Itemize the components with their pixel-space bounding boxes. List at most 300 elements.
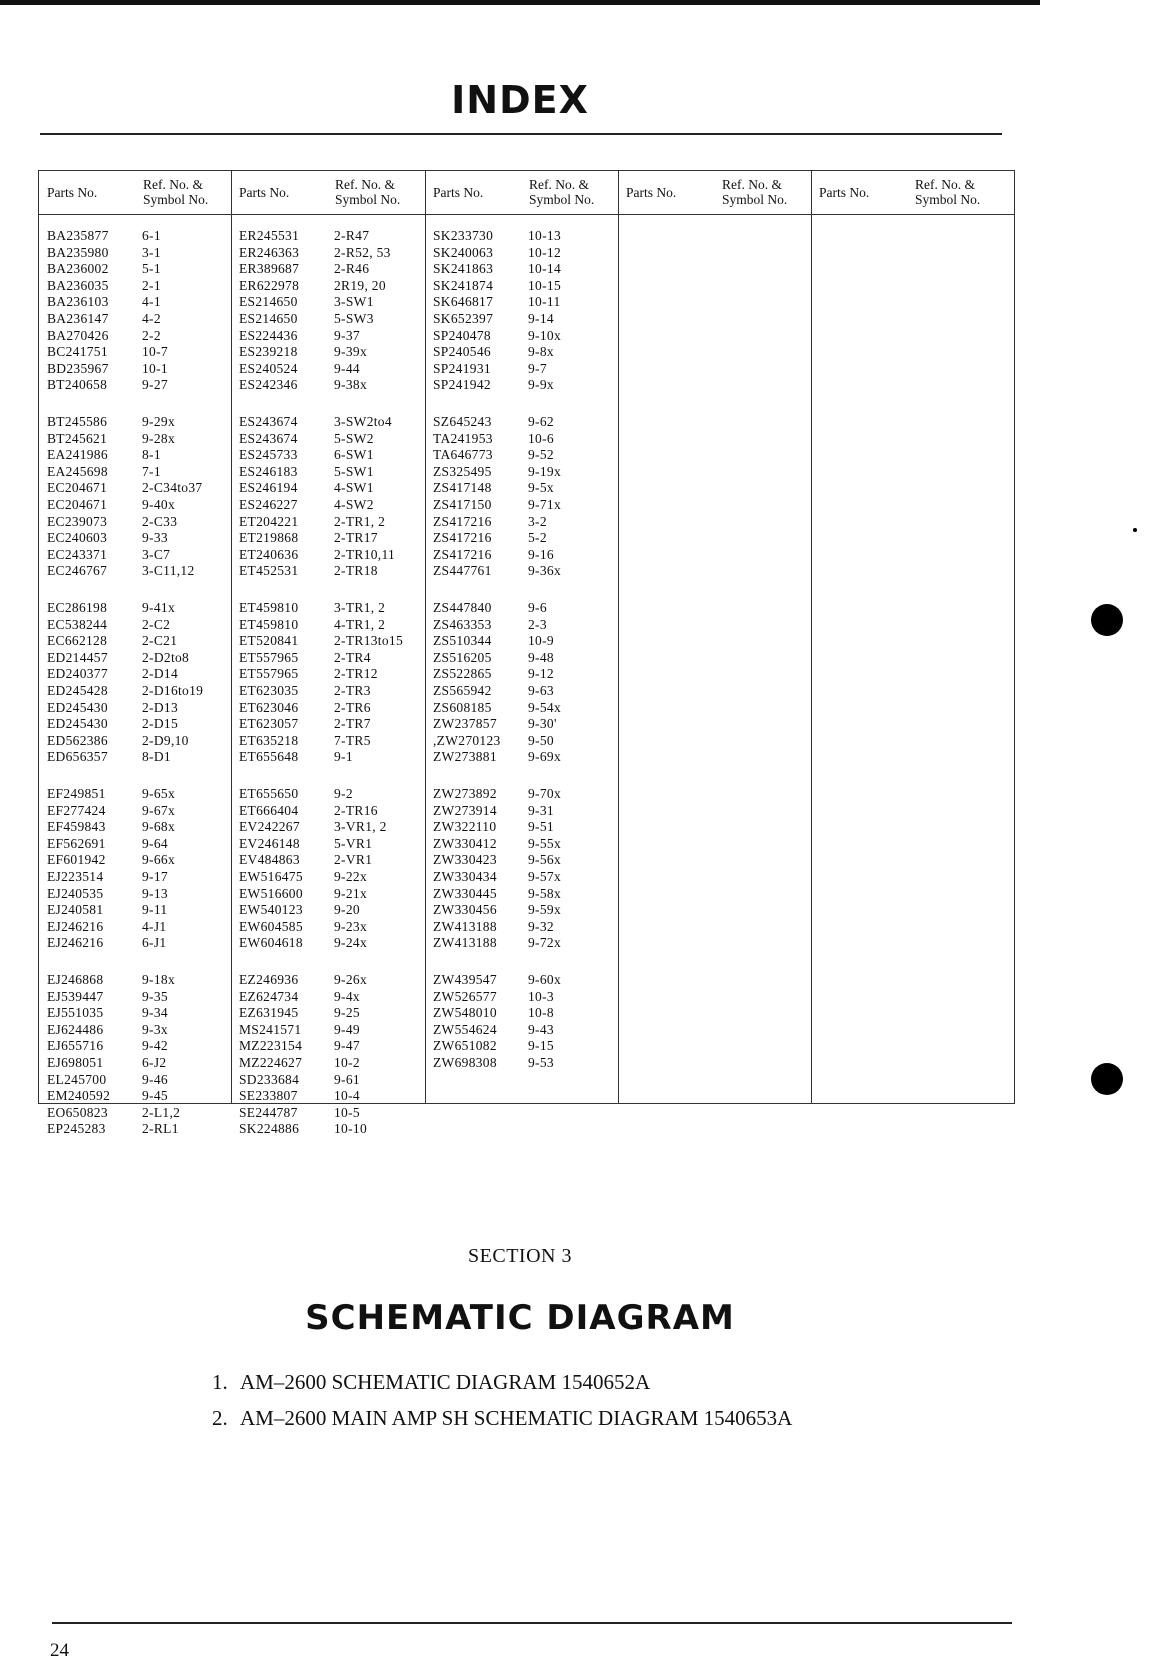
parts-number: ES240524: [239, 360, 298, 376]
parts-number: EJ246216: [47, 935, 104, 951]
ref-symbol-number: 4-2: [142, 311, 161, 326]
parts-number: SZ645243: [433, 414, 492, 429]
parts-number: SK233730: [433, 228, 494, 243]
parts-number: ES243674: [239, 430, 298, 446]
ref-symbol-number: 2-RL1: [142, 1121, 179, 1137]
parts-number: BT240658: [47, 377, 108, 393]
ref-symbol-number: 9-57x: [528, 869, 561, 884]
parts-index-table: [38, 170, 1015, 1137]
ref-symbol-number: 9-43: [528, 1021, 554, 1037]
parts-number: ZS522865: [433, 666, 492, 682]
ref-symbol-number: 9-8x: [528, 344, 554, 360]
parts-number: ZS463353: [433, 616, 492, 632]
parts-number: SK241874: [433, 277, 494, 293]
parts-number: ET459810: [239, 616, 299, 632]
parts-number: ZS325495: [433, 463, 492, 479]
ref-symbol-number: 9-39x: [334, 344, 367, 360]
parts-number: EA241986: [47, 447, 108, 463]
ref-symbol-number: 6-1: [142, 228, 161, 243]
header-symbol-no: Symbol No.: [143, 192, 209, 207]
ref-symbol-number: 2-D2to8: [142, 649, 190, 665]
header-ref-no: Ref. No. &: [915, 177, 975, 192]
ref-symbol-number: 3-C7: [142, 546, 171, 562]
ref-symbol-number: 9-26x: [334, 972, 367, 987]
parts-number: SE244787: [239, 1104, 298, 1120]
parts-number: EW516600: [239, 885, 303, 901]
ref-symbol-number: 9-20: [334, 902, 360, 918]
ref-symbol-number: 10-3: [528, 988, 554, 1004]
parts-number: EJ655716: [47, 1038, 104, 1054]
ref-symbol-number: 9-2: [334, 786, 353, 801]
ref-symbol-number: 9-69x: [528, 749, 561, 765]
parts-number: EJ539447: [47, 988, 104, 1004]
ref-symbol-number: 9-3x: [142, 1021, 168, 1037]
ref-symbol-number: 5-SW2: [334, 430, 374, 446]
column-divider: [618, 171, 619, 1103]
parts-number: ET452531: [239, 563, 299, 579]
section-title: SCHEMATIC DIAGRAM: [305, 1298, 735, 1338]
parts-number: ES245733: [239, 447, 298, 463]
diagram-list-text: AM–2600 SCHEMATIC DIAGRAM 1540652A: [240, 1370, 651, 1394]
ref-symbol-number: 9-64: [142, 835, 168, 851]
parts-number: EC662128: [47, 633, 108, 649]
ref-symbol-number: 9-6: [528, 600, 547, 615]
ref-symbol-number: 9-52: [528, 447, 554, 463]
parts-number: SK646817: [433, 294, 494, 310]
ref-symbol-number: 9-41x: [142, 600, 175, 615]
parts-number: BC241751: [47, 344, 108, 360]
ref-symbol-number: 9-50: [528, 732, 554, 748]
parts-number: ET623057: [239, 716, 299, 732]
ref-symbol-number: 2-VR1: [334, 852, 373, 868]
ref-symbol-number: 3-2: [528, 513, 547, 529]
parts-number: ZW651082: [433, 1038, 497, 1054]
parts-number: ET655648: [239, 749, 299, 765]
ref-symbol-number: 9-18x: [142, 972, 175, 987]
diagram-list-number: 2.: [212, 1406, 228, 1430]
parts-number: BA235877: [47, 228, 109, 243]
parts-number: ET623035: [239, 683, 299, 698]
ref-symbol-number: 9-47: [334, 1038, 360, 1054]
parts-number: BA236002: [47, 261, 109, 277]
ref-symbol-number: 9-62: [528, 414, 554, 429]
parts-number: EJ551035: [47, 1005, 104, 1021]
parts-number: EV484863: [239, 852, 300, 868]
parts-number: TA241953: [433, 430, 493, 446]
header-parts-no: Parts No.: [433, 185, 484, 200]
header-symbol-no: Symbol No.: [722, 192, 788, 207]
parts-number: ZS447761: [433, 563, 492, 579]
ref-symbol-number: 9-59x: [528, 902, 561, 918]
ref-symbol-number: 9-30': [528, 716, 557, 732]
parts-number: ED240377: [47, 666, 108, 682]
parts-number: ER389687: [239, 261, 300, 277]
diagram-list-item: [212, 1370, 650, 1395]
header-ref-symbol: [722, 177, 787, 207]
parts-number: EF249851: [47, 786, 106, 801]
header-parts-no: Parts No.: [626, 185, 677, 200]
ref-symbol-number: 2-L1,2: [142, 1104, 181, 1120]
parts-number: EC246767: [47, 563, 108, 579]
parts-number: ED245428: [47, 683, 108, 698]
ref-symbol-number: 9-7: [528, 360, 547, 376]
ref-symbol-number: 2-TR6: [334, 699, 371, 715]
parts-number: ED562386: [47, 732, 108, 748]
ref-symbol-number: 2-D9,10: [142, 732, 189, 748]
ref-symbol-number: 9-63: [528, 683, 554, 698]
ref-symbol-number: 9-10x: [528, 327, 561, 343]
ref-symbol-number: 9-38x: [334, 377, 367, 393]
parts-number: ,ZW270123: [433, 732, 501, 748]
parts-number: EF459843: [47, 819, 106, 835]
parts-number: ES246194: [239, 480, 298, 496]
ref-symbol-number: 10-12: [528, 244, 561, 260]
parts-number: ED214457: [47, 649, 108, 665]
parts-number: EW516475: [239, 869, 303, 884]
ref-symbol-number: 6-J1: [142, 935, 167, 951]
parts-number: ER622978: [239, 277, 300, 293]
parts-number: ZS516205: [433, 649, 492, 665]
ref-symbol-number: 9-66x: [142, 852, 175, 868]
ref-symbol-number: 2-R52, 53: [334, 244, 391, 260]
ref-symbol-number: 9-32: [528, 918, 554, 934]
ref-symbol-number: 9-14: [528, 311, 554, 326]
parts-number: EV246148: [239, 835, 300, 851]
parts-number: EM240592: [47, 1088, 111, 1104]
ref-symbol-number: 10-8: [528, 1005, 554, 1021]
header-ref-symbol: [529, 177, 594, 207]
ref-symbol-number: 9-58x: [528, 885, 561, 901]
ref-symbol-number: 9-21x: [334, 885, 367, 901]
parts-number: ER246363: [239, 244, 300, 260]
ref-symbol-number: 9-16: [528, 546, 554, 562]
parts-number: ET459810: [239, 600, 299, 615]
parts-number: BA270426: [47, 327, 109, 343]
column-divider: [231, 171, 232, 1103]
parts-number: EP245283: [47, 1121, 106, 1137]
parts-number: ZW273892: [433, 786, 497, 801]
ref-symbol-number: 9-70x: [528, 786, 561, 801]
parts-number: BA236103: [47, 294, 109, 310]
ref-symbol-number: 9-28x: [142, 430, 175, 446]
diagram-list-number: 1.: [212, 1370, 228, 1394]
parts-number: EF601942: [47, 852, 106, 868]
ref-symbol-number: 9-40x: [142, 497, 175, 512]
parts-number: EL245700: [47, 1071, 107, 1087]
parts-number: SE233807: [239, 1088, 298, 1104]
column-divider: [811, 171, 812, 1103]
ref-symbol-number: 6-SW1: [334, 447, 374, 463]
ref-symbol-number: 10-10: [334, 1121, 367, 1137]
ref-symbol-number: 10-11: [528, 294, 561, 310]
parts-number: ZW439547: [433, 972, 497, 987]
parts-number: ZW330445: [433, 885, 497, 901]
header-symbol-no: Symbol No.: [335, 192, 401, 207]
ref-symbol-number: 9-37: [334, 327, 360, 343]
top-border-bar: [0, 0, 1040, 5]
ref-symbol-number: 2-D13: [142, 699, 178, 715]
parts-number: ZW322110: [433, 819, 497, 835]
parts-number: EZ631945: [239, 1005, 299, 1021]
header-symbol-no: Symbol No.: [529, 192, 595, 207]
parts-number: TA646773: [433, 447, 493, 463]
page-title: INDEX: [451, 78, 589, 122]
parts-number: EF562691: [47, 835, 106, 851]
ref-symbol-number: 9-44: [334, 360, 360, 376]
ref-symbol-number: 9-17: [142, 869, 168, 884]
ref-symbol-number: 5-SW1: [334, 463, 374, 479]
ref-symbol-number: 4-SW2: [334, 497, 374, 512]
ref-symbol-number: 2-D14: [142, 666, 178, 682]
parts-number: BD235967: [47, 360, 109, 376]
parts-number: ZW698308: [433, 1055, 497, 1070]
title-divider: [40, 133, 1002, 135]
ref-symbol-number: 9-55x: [528, 835, 561, 851]
parts-number: SK241863: [433, 261, 494, 277]
parts-number: ZW237857: [433, 716, 497, 732]
header-symbol-no: Symbol No.: [915, 192, 981, 207]
ref-symbol-number: 2-3: [528, 616, 547, 632]
ref-symbol-number: 3-SW2to4: [334, 414, 392, 429]
header-parts-no: Parts No.: [819, 185, 870, 200]
ref-symbol-number: 10-6: [528, 430, 554, 446]
ref-symbol-number: 9-51: [528, 819, 554, 835]
parts-number: ZS417216: [433, 513, 492, 529]
ref-symbol-number: 8-1: [142, 447, 161, 463]
parts-number: SP241931: [433, 360, 491, 376]
parts-number: EO650823: [47, 1104, 108, 1120]
parts-number: SK240063: [433, 244, 494, 260]
header-divider: [39, 214, 1014, 215]
ref-symbol-number: 9-60x: [528, 972, 561, 987]
ref-symbol-number: 2-2: [142, 327, 161, 343]
ref-symbol-number: 9-12: [528, 666, 554, 682]
parts-number: ZS417216: [433, 546, 492, 562]
parts-number: ZW548010: [433, 1005, 497, 1021]
parts-number: BA236147: [47, 311, 109, 326]
parts-number: BT245586: [47, 414, 108, 429]
header-ref-no: Ref. No. &: [529, 177, 589, 192]
parts-number: EC204671: [47, 480, 108, 496]
ref-symbol-number: 9-4x: [334, 988, 360, 1004]
ref-symbol-number: 5-SW3: [334, 311, 374, 326]
ref-symbol-number: 2-1: [142, 277, 161, 293]
parts-number: EA245698: [47, 463, 108, 479]
parts-number: ZS417148: [433, 480, 492, 496]
binder-hole-mark: [1091, 1063, 1123, 1095]
parts-number: ZW273914: [433, 802, 497, 818]
parts-number: ES224436: [239, 327, 298, 343]
parts-number: EJ240581: [47, 902, 104, 918]
ref-symbol-number: 2-TR16: [334, 802, 378, 818]
ref-symbol-number: 9-61: [334, 1071, 360, 1087]
header-parts-no: Parts No.: [239, 185, 290, 200]
parts-number: EW604618: [239, 935, 303, 951]
ref-symbol-number: 9-67x: [142, 802, 175, 818]
parts-number: ET557965: [239, 666, 299, 682]
ref-symbol-number: 3-C11,12: [142, 563, 195, 579]
parts-number: ZW554624: [433, 1021, 497, 1037]
ref-symbol-number: 9-27: [142, 377, 168, 393]
parts-number: EF277424: [47, 802, 106, 818]
ref-symbol-number: 9-31: [528, 802, 554, 818]
parts-number: ES246227: [239, 497, 298, 512]
parts-number: ZS510344: [433, 633, 492, 649]
header-ref-no: Ref. No. &: [722, 177, 782, 192]
ref-symbol-number: 5-1: [142, 261, 161, 277]
ref-symbol-number: 4-1: [142, 294, 161, 310]
ref-symbol-number: 10-1: [142, 360, 168, 376]
parts-number: ET219868: [239, 530, 299, 546]
ref-symbol-number: 2-TR12: [334, 666, 378, 682]
ref-symbol-number: 10-13: [528, 228, 561, 243]
ref-symbol-number: 10-7: [142, 344, 168, 360]
ref-symbol-number: 10-14: [528, 261, 561, 277]
parts-number: SK224886: [239, 1121, 300, 1137]
ref-symbol-number: 9-19x: [528, 463, 561, 479]
parts-number: EZ246936: [239, 972, 299, 987]
parts-number: EC239073: [47, 513, 108, 529]
header-ref-symbol: [143, 177, 208, 207]
ref-symbol-number: 2-TR3: [334, 683, 371, 698]
parts-number: MZ223154: [239, 1038, 303, 1054]
parts-number: ED656357: [47, 749, 108, 765]
ref-symbol-number: 9-54x: [528, 699, 561, 715]
parts-number: EJ246868: [47, 972, 104, 987]
ref-symbol-number: 9-71x: [528, 497, 561, 512]
ref-symbol-number: 9-65x: [142, 786, 175, 801]
ref-symbol-number: 10-15: [528, 277, 561, 293]
parts-number: ED245430: [47, 699, 108, 715]
ref-symbol-number: 9-45: [142, 1088, 168, 1104]
column-divider: [425, 171, 426, 1103]
parts-number: ZW413188: [433, 935, 497, 951]
ref-symbol-number: 2-C21: [142, 633, 178, 649]
ref-symbol-number: 9-53: [528, 1055, 554, 1070]
ref-symbol-number: 9-42: [142, 1038, 168, 1054]
parts-number: EJ698051: [47, 1055, 104, 1070]
parts-number: BA236035: [47, 277, 109, 293]
scan-speck: [1133, 528, 1137, 532]
section-label: SECTION 3: [468, 1245, 572, 1267]
parts-number: EJ223514: [47, 869, 104, 884]
header-ref-symbol: [915, 177, 980, 207]
parts-number: ET623046: [239, 699, 299, 715]
parts-number: MZ224627: [239, 1055, 303, 1070]
parts-number: ZS417216: [433, 530, 492, 546]
ref-symbol-number: 9-22x: [334, 869, 367, 884]
ref-symbol-number: 2-TR7: [334, 716, 371, 732]
header-ref-no: Ref. No. &: [143, 177, 203, 192]
parts-number: EW604585: [239, 918, 303, 934]
parts-number: ZS565942: [433, 683, 492, 698]
parts-number: ES242346: [239, 377, 298, 393]
ref-symbol-number: 5-VR1: [334, 835, 373, 851]
parts-number: ZW273881: [433, 749, 497, 765]
ref-symbol-number: 9-24x: [334, 935, 367, 951]
parts-number: ES214650: [239, 311, 298, 326]
header-parts-no: Parts No.: [47, 185, 98, 200]
ref-symbol-number: 2-R46: [334, 261, 370, 277]
ref-symbol-number: 5-2: [528, 530, 547, 546]
ref-symbol-number: 8-D1: [142, 749, 171, 765]
ref-symbol-number: 9-33: [142, 530, 168, 546]
ref-symbol-number: 2-C34to37: [142, 480, 203, 496]
page-number: 24: [50, 1640, 69, 1661]
parts-number: ES214650: [239, 294, 298, 310]
ref-symbol-number: 9-23x: [334, 918, 367, 934]
parts-number: EV242267: [239, 819, 300, 835]
parts-number: ET635218: [239, 732, 299, 748]
parts-number: EJ246216: [47, 918, 104, 934]
ref-symbol-number: 10-4: [334, 1088, 360, 1104]
parts-number: SP240546: [433, 344, 491, 360]
ref-symbol-number: 2-TR18: [334, 563, 378, 579]
ref-symbol-number: 10-5: [334, 1104, 360, 1120]
ref-symbol-number: 9-29x: [142, 414, 175, 429]
ref-symbol-number: 9-1: [334, 749, 353, 765]
parts-number: ZW330434: [433, 869, 497, 884]
parts-number: EJ624486: [47, 1021, 104, 1037]
diagram-list-item: [212, 1406, 792, 1431]
ref-symbol-number: 9-13: [142, 885, 168, 901]
ref-symbol-number: 7-1: [142, 463, 161, 479]
parts-number: ES246183: [239, 463, 298, 479]
ref-symbol-number: 9-35: [142, 988, 168, 1004]
parts-number: ED245430: [47, 716, 108, 732]
header-ref-symbol: [335, 177, 400, 207]
parts-number: ZS608185: [433, 699, 492, 715]
ref-symbol-number: 2-D15: [142, 716, 178, 732]
ref-symbol-number: 3-VR1, 2: [334, 819, 387, 835]
ref-symbol-number: 2-TR17: [334, 530, 378, 546]
ref-symbol-number: 2-TR1, 2: [334, 513, 386, 529]
parts-number: ET204221: [239, 513, 299, 529]
binder-hole-mark: [1091, 604, 1123, 636]
ref-symbol-number: 9-72x: [528, 935, 561, 951]
ref-symbol-number: 9-15: [528, 1038, 554, 1054]
parts-number: ES239218: [239, 344, 298, 360]
parts-number: ET666404: [239, 802, 299, 818]
parts-number: ZW330456: [433, 902, 497, 918]
parts-number: ET655650: [239, 786, 299, 801]
parts-number: ES243674: [239, 414, 298, 429]
ref-symbol-number: 10-9: [528, 633, 554, 649]
ref-symbol-number: 2R19, 20: [334, 277, 386, 293]
parts-number: ZS417150: [433, 497, 492, 512]
parts-number: EJ240535: [47, 885, 104, 901]
diagram-list-text: AM–2600 MAIN AMP SH SCHEMATIC DIAGRAM 1540653A: [240, 1406, 793, 1430]
parts-number: ET520841: [239, 633, 299, 649]
ref-symbol-number: 4-J1: [142, 918, 167, 934]
ref-symbol-number: 9-36x: [528, 563, 561, 579]
ref-symbol-number: 2-TR4: [334, 649, 371, 665]
ref-symbol-number: 9-46: [142, 1071, 168, 1087]
header-ref-no: Ref. No. &: [335, 177, 395, 192]
parts-number: SP241942: [433, 377, 491, 393]
parts-number: ZW526577: [433, 988, 497, 1004]
ref-symbol-number: 9-5x: [528, 480, 554, 496]
parts-number: EW540123: [239, 902, 303, 918]
parts-number: ET557965: [239, 649, 299, 665]
parts-number: ER245531: [239, 228, 300, 243]
parts-number: SP240478: [433, 327, 491, 343]
footer-divider: [52, 1622, 1012, 1624]
parts-number: EC204671: [47, 497, 108, 512]
ref-symbol-number: 6-J2: [142, 1055, 167, 1070]
ref-symbol-number: 4-TR1, 2: [334, 616, 386, 632]
ref-symbol-number: 9-25: [334, 1005, 360, 1021]
